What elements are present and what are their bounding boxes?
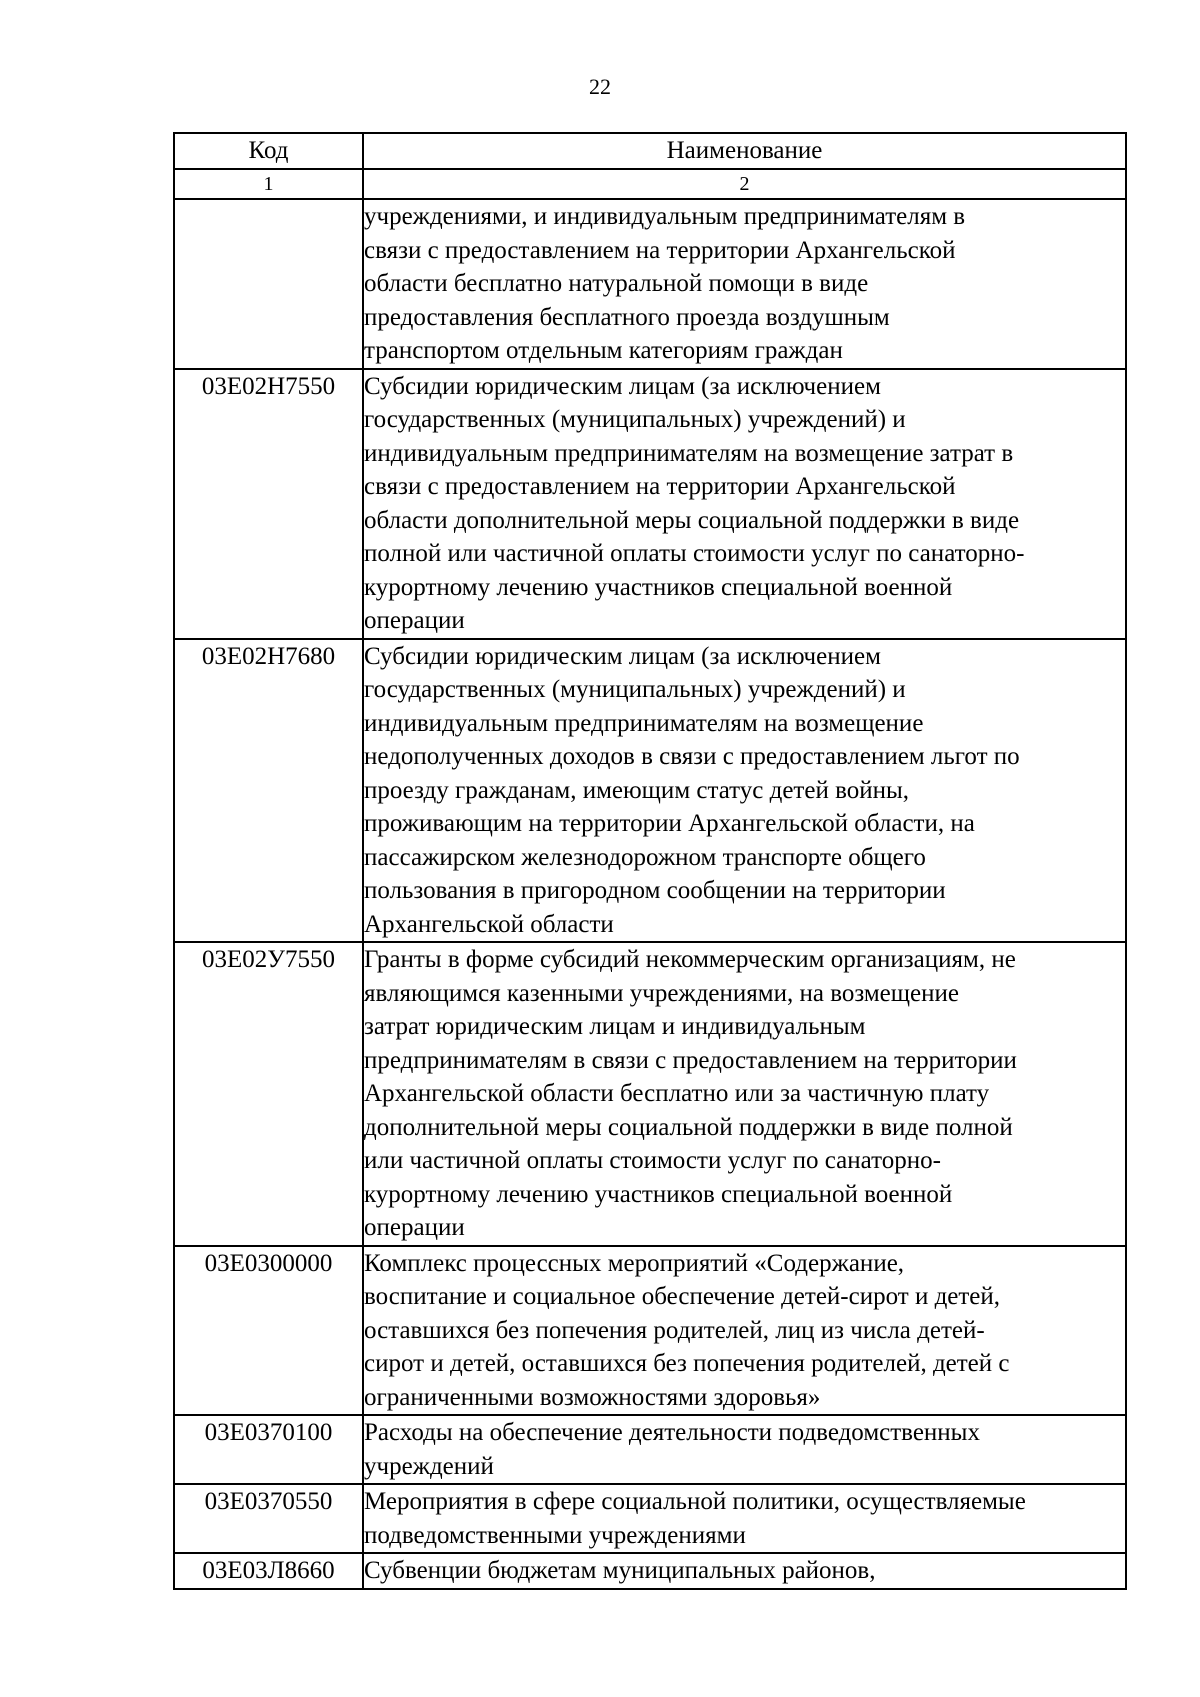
row-name — [363, 369, 1126, 639]
row-name-line: или частичной оплаты стоимости услуг по санаторно- — [364, 1147, 941, 1174]
row-name-line: сирот и детей, оставшихся без попечения родителей, детей с — [364, 1350, 1010, 1377]
row-name-line: ограниченными возможностями здоровья» — [364, 1383, 821, 1411]
table-row — [174, 199, 1126, 369]
row-name-line: операции — [364, 607, 465, 634]
row-name — [363, 1484, 1126, 1553]
row-name-line: курортному лечению участников специальной военной — [364, 1180, 953, 1208]
row-name-line: индивидуальным предпринимателям на возмещение — [364, 709, 924, 737]
row-name-line: Субвенции бюджетам муниципальных районов, — [364, 1557, 876, 1584]
row-name-line: Расходы на обеспечение деятельности подведомственных — [364, 1419, 980, 1446]
column-number-code: 1 — [174, 169, 363, 199]
row-name-line: Мероприятия в сфере социальной политики, осуществляемые — [364, 1488, 1026, 1515]
row-name-line: проживающим на территории Архангельской области, на — [364, 810, 975, 837]
row-name-line: связи с предоставлением на территории Архангельской — [364, 236, 956, 264]
row-name-line: индивидуальным предпринимателям на возмещение затрат в — [364, 439, 1014, 467]
row-name — [363, 1553, 1126, 1589]
row-name-line: Гранты в форме субсидий некоммерческим организациям, не — [364, 946, 1016, 973]
table-row — [174, 639, 1126, 943]
row-name-line: недополученных доходов в связи с предоставлением льгот по — [364, 743, 1020, 770]
row-name-line: воспитание и социальное обеспечение детей-сирот и детей, — [364, 1283, 1001, 1310]
row-name-line: проезду гражданам, имеющим статус детей войны, — [364, 776, 910, 804]
row-name — [363, 1415, 1126, 1484]
table-row — [174, 1553, 1126, 1589]
row-name-line: подведомственными учреждениями — [364, 1521, 746, 1549]
table-row — [174, 1484, 1126, 1553]
row-name-line: учреждений — [364, 1452, 494, 1480]
row-name-line: Комплекс процессных мероприятий «Содержание, — [364, 1249, 905, 1277]
column-number-row — [174, 169, 1126, 199]
row-name-line: Архангельской области — [364, 910, 614, 938]
row-code: 03Е0370100 — [174, 1415, 363, 1484]
row-name — [363, 199, 1126, 369]
page-number: 22 — [589, 74, 611, 99]
table-row — [174, 369, 1126, 639]
budget-classification-table — [173, 132, 1127, 1590]
row-name-line: курортному лечению участников специальной военной — [364, 573, 953, 601]
header-code: Код — [174, 133, 363, 169]
table-body — [174, 199, 1126, 1589]
row-name-line: государственных (муниципальных) учреждений) и — [364, 406, 906, 433]
header-name: Наименование — [363, 133, 1126, 169]
row-name-line: предпринимателям в связи с предоставлением на территории — [364, 1046, 1017, 1074]
row-name-line: Архангельской области бесплатно или за частичную плату — [364, 1080, 990, 1107]
table-header-row — [174, 133, 1126, 169]
table-row — [174, 1415, 1126, 1484]
row-name-line: области дополнительной меры социальной поддержки в виде — [364, 506, 1020, 534]
column-number-name: 2 — [363, 169, 1126, 199]
row-name-line: предоставления бесплатного проезда воздушным — [364, 303, 890, 331]
row-code: 03Е02Н7680 — [174, 639, 363, 943]
row-name — [363, 942, 1126, 1246]
row-name-line: учреждениями, и индивидуальным предпринимателям в — [364, 203, 966, 230]
row-name — [363, 639, 1126, 943]
row-name-line: пассажирском железнодорожном транспорте общего — [364, 843, 926, 871]
row-name-line: Субсидии юридическим лицам (за исключением — [364, 372, 881, 400]
row-name-line: связи с предоставлением на территории Архангельской — [364, 473, 956, 500]
row-name — [363, 1246, 1126, 1416]
table-row — [174, 1246, 1126, 1416]
row-name-line: дополнительной меры социальной поддержки в виде полной — [364, 1113, 1013, 1141]
row-name-line: операции — [364, 1214, 465, 1241]
row-name-line: транспортом отдельным категориям граждан — [364, 337, 843, 364]
row-code: 03Е0370550 — [174, 1484, 363, 1553]
row-code: 03Е02У7550 — [174, 942, 363, 1246]
row-name-line: оставшихся без попечения родителей, лиц из числа детей- — [364, 1316, 985, 1344]
row-name-line: являющимся казенными учреждениями, на возмещение — [364, 979, 959, 1007]
table-row — [174, 942, 1126, 1246]
row-code: 03Е03Л8660 — [174, 1553, 363, 1589]
row-name-line: полной или частичной оплаты стоимости услуг по санаторно- — [364, 540, 1025, 567]
row-code: 03Е02Н7550 — [174, 369, 363, 639]
row-code: 03Е0300000 — [174, 1246, 363, 1416]
row-name-line: пользования в пригородном сообщении на территории — [364, 877, 946, 904]
row-code — [174, 199, 363, 369]
row-name-line: Субсидии юридическим лицам (за исключением — [364, 642, 881, 670]
row-name-line: государственных (муниципальных) учреждений) и — [364, 676, 906, 703]
row-name-line: области бесплатно натуральной помощи в виде — [364, 270, 869, 297]
row-name-line: затрат юридическим лицам и индивидуальным — [364, 1013, 866, 1040]
